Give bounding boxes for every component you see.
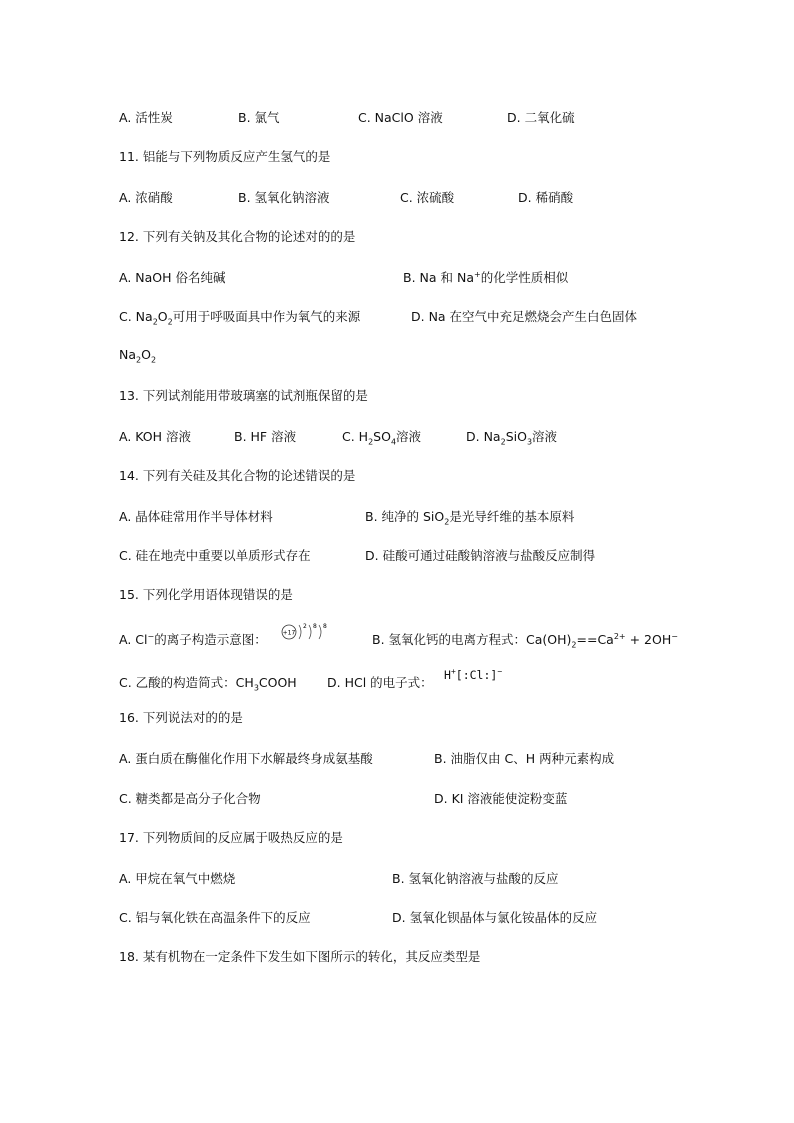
q10-option-a: A. 活性炭 — [119, 110, 173, 125]
q12-option-a: A. NaOH 俗名纯碱 — [119, 270, 226, 285]
shell-electrons-2: 8 — [313, 623, 317, 630]
q13-option-b: B. HF 溶液 — [234, 429, 297, 444]
q12-stem: 12. 下列有关钠及其化合物的论述对的的是 — [119, 229, 356, 244]
q11-option-b: B. 氢氧化钠溶液 — [238, 190, 330, 205]
q13-option-c-sub-2: 4 — [390, 437, 397, 447]
q15-option-c — [119, 673, 297, 691]
q11-stem: 11. 铝能与下列物质反应产生氢气的是 — [119, 149, 331, 164]
q13-option-c — [342, 427, 421, 445]
q12-option-d-cont-text-2: O — [141, 347, 151, 362]
q12-option-c-sub-2: 2 — [167, 317, 173, 327]
q13-option-c-text-2: SO — [373, 429, 391, 444]
chlorine-ion-structure-diagram — [280, 620, 336, 648]
q15-option-b-text: B. 氢氧化钙的电离方程式：Ca(OH) — [372, 632, 572, 647]
hcl-h-symbol: H — [444, 668, 451, 682]
q11-option-c: C. 浓硫酸 — [400, 190, 455, 205]
q15-option-b-text-3: + 2OH — [625, 632, 672, 647]
q13-option-c-sub-1: 2 — [368, 437, 374, 447]
q14-option-c: C. 硅在地壳中重要以单质形式存在 — [119, 548, 311, 563]
hcl-electron-formula — [444, 668, 502, 682]
q13-option-d-sub-2: 3 — [526, 437, 533, 447]
q13-option-d-text: D. Na — [466, 429, 501, 444]
q16-option-b: B. 油脂仅由 C、H 两种元素构成 — [434, 751, 615, 766]
q15-option-b-sub: 2 — [571, 640, 577, 650]
q14-option-a: A. 晶体硅常用作半导体材料 — [119, 509, 273, 524]
q13-option-d-sub-1: 2 — [500, 437, 506, 447]
q12-option-d-continued — [119, 347, 157, 365]
q12-option-d-cont-sub-1: 2 — [136, 355, 142, 365]
q14-option-b-text: B. 纯净的 SiO — [365, 509, 445, 524]
q13-option-d-text-3: 溶液 — [532, 429, 558, 444]
q15-option-b-sup-1: 2+ — [613, 631, 626, 641]
q10-option-d: D. 二氧化硫 — [507, 110, 575, 125]
hcl-cl-charge: − — [497, 667, 503, 677]
q15-option-c-text: C. 乙酸的构造简式：CH — [119, 675, 254, 690]
shell-arc-1 — [299, 625, 301, 639]
q12-option-b-text-2: 的化学性质相似 — [480, 270, 569, 285]
q12-option-d-cont-sub-2: 2 — [150, 355, 157, 365]
q12-option-b-text: B. Na 和 Na — [403, 270, 474, 285]
q16-option-d: D. KI 溶液能使淀粉变蓝 — [434, 791, 568, 806]
q13-option-a: A. KOH 溶液 — [119, 429, 192, 444]
q12-option-c — [119, 307, 360, 325]
q12-option-b-charge: + — [474, 269, 481, 279]
shell-arc-2 — [309, 625, 311, 639]
q15-option-c-text-2: COOH — [258, 675, 297, 690]
q11-option-a: A. 浓硝酸 — [119, 190, 173, 205]
q10-option-c: C. NaClO 溶液 — [358, 110, 443, 125]
shell-arc-3 — [319, 625, 321, 639]
q15-option-c-sub: 3 — [253, 683, 259, 693]
q13-option-c-text: C. H — [342, 429, 369, 444]
q15-option-a-text: A. Cl — [119, 632, 148, 647]
q15-stem: 15. 下列化学用语体现错误的是 — [119, 587, 293, 602]
q12-option-d-cont-text: Na — [119, 347, 137, 362]
q15-option-a-charge: − — [147, 631, 155, 641]
q17-option-b: B. 氢氧化钠溶液与盐酸的反应 — [392, 871, 559, 886]
q18-stem: 18. 某有机物在一定条件下发生如下图所示的转化，其反应类型是 — [119, 949, 481, 964]
q12-option-c-text: C. Na — [119, 309, 153, 324]
shell-electrons-3: 8 — [323, 623, 327, 630]
q17-option-c: C. 铝与氧化铁在高温条件下的反应 — [119, 910, 311, 925]
nucleus-charge: +17 — [282, 629, 296, 637]
q13-stem: 13. 下列试剂能用带玻璃塞的试剂瓶保留的是 — [119, 388, 368, 403]
q13-option-c-text-3: 溶液 — [396, 429, 422, 444]
q14-option-b-text-2: 是光导纤维的基本原料 — [449, 509, 575, 524]
q14-stem: 14. 下列有关硅及其化合物的论述错误的是 — [119, 468, 356, 483]
q16-stem: 16. 下列说法对的的是 — [119, 710, 243, 725]
q13-option-d-text-2: SiO — [505, 429, 527, 444]
q17-option-d: D. 氢氧化钡晶体与氯化铵晶体的反应 — [392, 910, 598, 925]
q15-option-b — [372, 630, 678, 648]
shell-electrons-1: 2 — [303, 623, 307, 630]
q16-option-c: C. 糖类都是高分子化合物 — [119, 791, 261, 806]
q15-option-b-text-2: ==Ca — [576, 632, 614, 647]
q14-option-b — [365, 507, 574, 525]
q15-option-a-text-2: 的离子构造示意图： — [154, 632, 267, 647]
q17-option-a: A. 甲烷在氧气中燃烧 — [119, 871, 236, 886]
q12-option-c-sub-1: 2 — [152, 317, 158, 327]
q12-option-b — [403, 268, 568, 286]
q17-stem: 17. 下列物质间的反应属于吸热反应的是 — [119, 830, 343, 845]
q14-option-d: D. 硅酸可通过硅酸钠溶液与盐酸反应制得 — [365, 548, 596, 563]
q13-option-d — [466, 427, 557, 445]
q15-option-d: D. HCl 的电子式： — [327, 675, 433, 690]
hcl-cl-bracket: [:Cl:] — [455, 668, 498, 682]
q12-option-d: D. Na 在空气中充足燃烧会产生白色固体 — [411, 309, 638, 324]
q15-option-b-sup-2: − — [671, 631, 678, 641]
q16-option-a: A. 蛋白质在酶催化作用下水解最终身成氨基酸 — [119, 751, 373, 766]
q12-option-c-text-2: O — [157, 309, 168, 324]
q14-option-b-sub: 2 — [444, 517, 450, 527]
q15-option-a — [119, 630, 267, 648]
q10-option-b: B. 氯气 — [238, 110, 280, 125]
q12-option-c-text-3: 可用于呼吸面具中作为氧气的来源 — [172, 309, 361, 324]
q11-option-d: D. 稀硝酸 — [518, 190, 574, 205]
hcl-h-charge: + — [450, 667, 456, 677]
